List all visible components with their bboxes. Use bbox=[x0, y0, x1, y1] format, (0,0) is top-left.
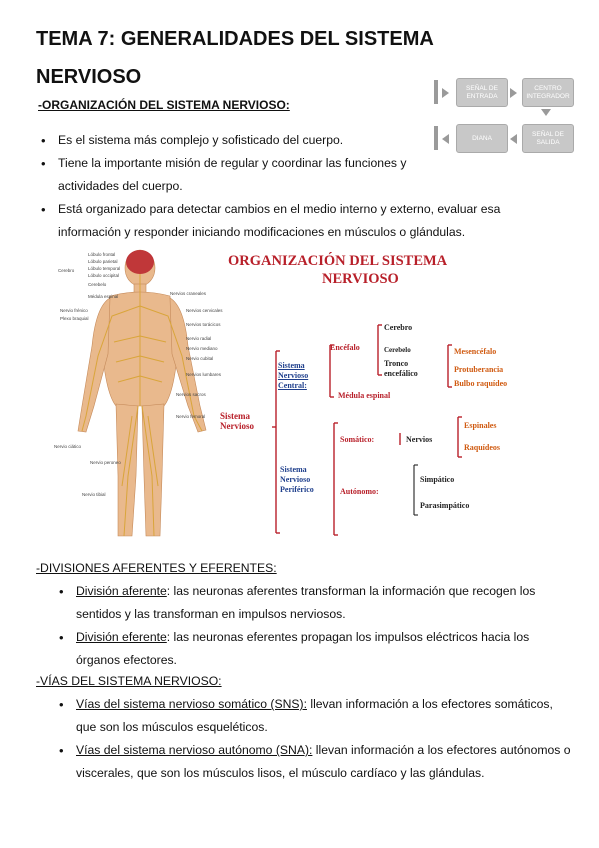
flow-box-entrada: SEÑAL DE ENTRADA bbox=[456, 78, 508, 107]
map-root: Sistema Nervioso bbox=[220, 411, 254, 431]
section-heading-divisiones: -DIVISIONES AFERENTES Y EFERENTES: bbox=[36, 561, 277, 575]
map-bulbo: Bulbo raquídeo bbox=[454, 379, 508, 388]
list-item bbox=[56, 580, 576, 626]
list-item: • Es el sistema más complejo y sofisticado del cuerpo. bbox=[38, 129, 438, 152]
body-label: Nervio radial bbox=[186, 336, 212, 341]
body-label: Nervios cervicales bbox=[186, 308, 223, 313]
section-heading-organizacion: -ORGANIZACIÓN DEL SISTEMA NERVIOSO: bbox=[38, 98, 290, 112]
arrow-right-icon bbox=[510, 88, 517, 98]
map-cerebelo: Cerebelo bbox=[384, 346, 411, 354]
body-label: Lóbulo occipital bbox=[88, 273, 120, 278]
vias-list bbox=[56, 693, 576, 785]
body-label: Nervio peroneo bbox=[90, 460, 121, 465]
body-label: Nervios sacros bbox=[176, 392, 206, 397]
section-heading-vias: -VÍAS DEL SISTEMA NERVIOSO: bbox=[36, 674, 222, 688]
map-protuberancia: Protuberancia bbox=[454, 365, 504, 374]
arrow-left-icon bbox=[442, 134, 449, 144]
map-encefalo: Encéfalo bbox=[330, 343, 360, 352]
map-autonomo: Autónomo: bbox=[340, 487, 379, 496]
map-raquideos: Raquídeos bbox=[464, 443, 501, 452]
body-label: Nervios torácicos bbox=[186, 322, 221, 327]
term: Vías del sistema nervioso autónomo (SNA): bbox=[76, 743, 313, 757]
body-label: Nervio frénico bbox=[60, 308, 88, 313]
body-label: Nervio cubital bbox=[186, 356, 214, 361]
map-somatico: Somático: bbox=[340, 435, 375, 444]
organizacion-list-2 bbox=[38, 198, 558, 244]
map-simpatico: Simpático bbox=[420, 475, 455, 484]
divisiones-list bbox=[56, 580, 576, 672]
map-title-line1: ORGANIZACIÓN DEL SISTEMA bbox=[228, 253, 448, 269]
map-title-line2: NERVIOSO bbox=[322, 271, 399, 287]
map-cerebro: Cerebro bbox=[384, 323, 413, 332]
flow-diagram bbox=[434, 76, 590, 156]
body-label: Nervio femoral bbox=[176, 414, 206, 419]
flow-box-diana: DIANA bbox=[456, 124, 508, 153]
map-periferico: Sistema Nervioso Periférico bbox=[280, 465, 314, 494]
flow-box-salida: SEÑAL DE SALIDA bbox=[522, 124, 574, 153]
organizacion-list bbox=[38, 129, 438, 198]
nervous-system-illustration bbox=[52, 246, 222, 546]
term: Vías del sistema nervioso somático (SNS): bbox=[76, 697, 307, 711]
definition: : las neuronas aferentes transforman la información que recogen los sentidos y las transforman en impulsos nerviosos. bbox=[76, 584, 536, 621]
body-label: Nervios lumbares bbox=[186, 372, 222, 377]
list-item bbox=[56, 626, 576, 672]
map-mesencefalo: Mesencéfalo bbox=[454, 347, 497, 356]
body-label: Lóbulo parietal bbox=[88, 259, 118, 264]
page-title: TEMA 7: GENERALIDADES DEL SISTEMA NERVIOSO bbox=[36, 28, 434, 88]
body-label: Lóbulo temporal bbox=[88, 266, 121, 271]
body-label: Nervio ciático bbox=[54, 444, 82, 449]
concept-map bbox=[218, 245, 538, 545]
map-nervios: Nervios bbox=[406, 435, 433, 444]
map-medula: Médula espinal bbox=[338, 391, 391, 400]
definition: llevan información a los efectores somáticos, que son los músculos esqueléticos. bbox=[76, 697, 553, 734]
body-label: Cerebelo bbox=[88, 282, 107, 287]
body-label: Nervio tibial bbox=[82, 492, 106, 497]
map-espinales: Espinales bbox=[464, 421, 497, 430]
definition: : las neuronas eferentes propagan los impulsos eléctricos hacia los órganos efectores. bbox=[76, 630, 530, 667]
body-label: Cerebro bbox=[58, 268, 75, 273]
body-label: Plexo braquial bbox=[60, 316, 89, 321]
definition: llevan información a los efectores autónomos o viscerales, que son los músculos lisos, el músculo cardíaco y las glándulas. bbox=[76, 743, 571, 780]
list-item bbox=[56, 693, 576, 739]
term: División aferente bbox=[76, 584, 167, 598]
body-label: Lóbulo frontal bbox=[88, 252, 116, 257]
body-label: Nervios craneales bbox=[170, 291, 207, 296]
list-item: • Está organizado para detectar cambios en el medio interno y externo, evaluar esa información y responder iniciando modificaciones en músculos o glándulas. bbox=[38, 198, 558, 244]
list-item bbox=[56, 739, 576, 785]
map-central: Sistema Nervioso Central: bbox=[278, 361, 309, 390]
map-parasimpatico: Parasimpático bbox=[420, 501, 470, 510]
flow-stub-left bbox=[434, 80, 438, 104]
term: División eferente bbox=[76, 630, 167, 644]
arrow-right-icon bbox=[442, 88, 449, 98]
body-label: Nervio mediano bbox=[186, 346, 218, 351]
map-tronco: Tronco encefálico bbox=[384, 359, 418, 378]
flow-box-centro: CENTRO INTEGRADOR bbox=[522, 78, 574, 107]
arrow-left-icon bbox=[510, 134, 517, 144]
arrow-down-icon bbox=[541, 109, 551, 116]
list-item: • Tiene la importante misión de regular y coordinar las funciones y actividades del cuerpo. bbox=[38, 152, 438, 198]
body-label: Médula espinal bbox=[88, 294, 119, 299]
